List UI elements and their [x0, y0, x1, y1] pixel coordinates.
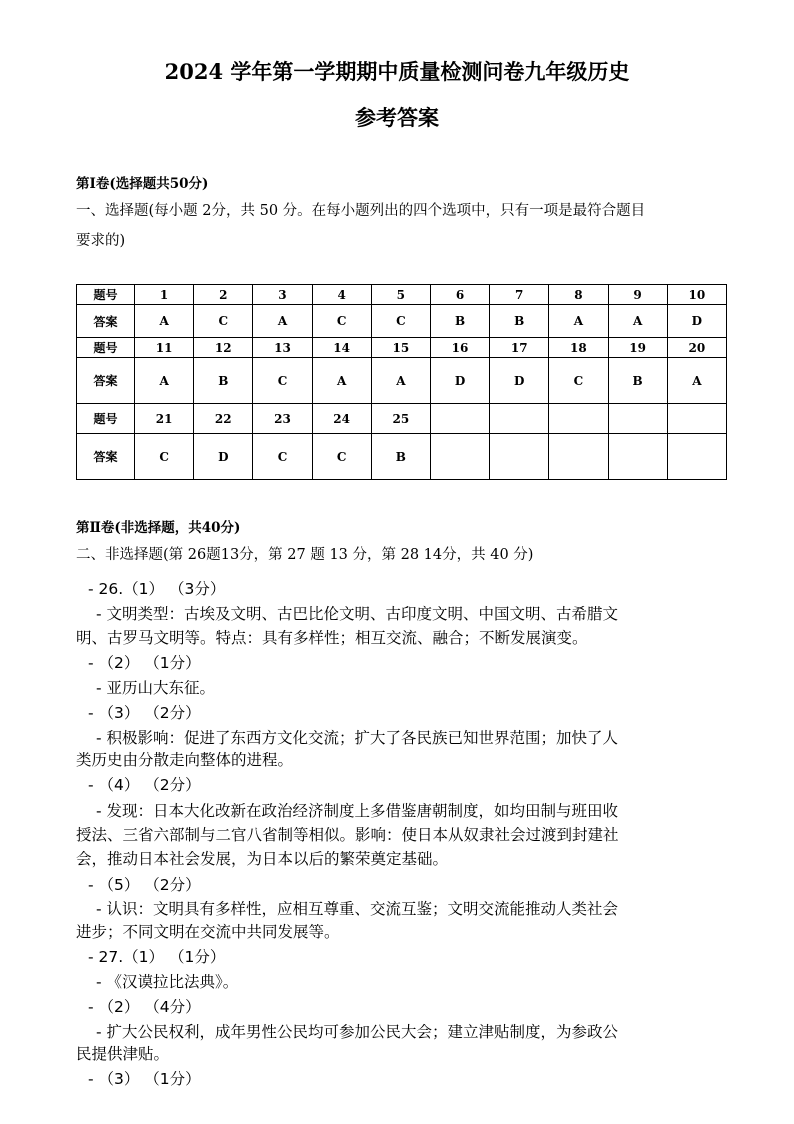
answer-table	[76, 284, 727, 480]
answer-cell: A	[312, 358, 371, 404]
question-number-cell: 14	[312, 338, 371, 358]
question-number-cell: 23	[253, 404, 312, 434]
answer-cell: A	[549, 305, 608, 338]
answer-line: 进步；不同文明在交流中共同发展等。	[76, 923, 340, 941]
question-number-cell: 5	[371, 285, 430, 305]
answer-cell: C	[253, 358, 312, 404]
answer-cell: B	[608, 358, 667, 404]
question-number-cell: 13	[253, 338, 312, 358]
question-number-cell: 8	[549, 285, 608, 305]
answer-line: - 文明类型：古埃及文明、古巴比伦文明、古印度文明、中国文明、古希腊文	[96, 605, 619, 623]
question-number-cell: 9	[608, 285, 667, 305]
answer-cell	[490, 434, 549, 480]
answer-cell	[608, 434, 667, 480]
answer-line: - 27.（1） （1分）	[88, 948, 226, 966]
page-title: 2024 学年第一学期期中质量检测问卷九年级历史	[164, 59, 630, 84]
answer-cell: D	[194, 434, 253, 480]
part2-instructions: 二、非选择题(第 26题13分，第 27 题 13 分，第 28 14分，共 40 分)	[76, 547, 534, 563]
question-number-cell: 10	[667, 285, 726, 305]
answer-cell: D	[490, 358, 549, 404]
answer-cell: D	[667, 305, 726, 338]
answer-line: - （2） （1分）	[88, 654, 201, 672]
question-number-cell	[549, 404, 608, 434]
question-number-cell: 22	[194, 404, 253, 434]
answer-line: - 26.（1） （3分）	[88, 580, 226, 598]
question-number-cell: 2	[194, 285, 253, 305]
answer-line: 民提供津贴。	[76, 1045, 170, 1063]
answer-line: - （3） （1分）	[88, 1070, 201, 1088]
answer-line: - 扩大公民权利，成年男性公民均可参加公民大会；建立津贴制度，为参政公	[96, 1023, 619, 1041]
question-number-cell: 3	[253, 285, 312, 305]
answer-cell: C	[194, 305, 253, 338]
question-number-cell	[490, 404, 549, 434]
question-number-cell: 6	[430, 285, 489, 305]
question-number-cell: 19	[608, 338, 667, 358]
answer-line: 类历史由分散走向整体的进程。	[76, 751, 294, 769]
question-number-cell: 1	[135, 285, 194, 305]
answer-cell: A	[135, 358, 194, 404]
answer-cell	[549, 434, 608, 480]
question-number-cell: 15	[371, 338, 430, 358]
part1-instructions-line2: 要求的)	[76, 233, 126, 249]
question-number-cell: 21	[135, 404, 194, 434]
question-number-row	[77, 404, 727, 434]
answer-line: 会，推动日本社会发展，为日本以后的繁荣奠定基础。	[76, 850, 449, 868]
question-number-label: 题号	[77, 338, 135, 358]
question-number-cell: 24	[312, 404, 371, 434]
answer-line: 授法、三省六部制与二官八省制等相似。影响：使日本从奴隶社会过渡到封建社	[76, 826, 619, 844]
answer-cell: B	[490, 305, 549, 338]
answer-line: - 认识：文明具有多样性，应相互尊重、交流互鉴；文明交流能推动人类社会	[96, 900, 619, 918]
answer-cell: B	[371, 434, 430, 480]
answer-line: - 《汉谟拉比法典》。	[96, 973, 239, 991]
answer-label: 答案	[77, 305, 135, 338]
question-number-cell: 20	[667, 338, 726, 358]
answer-cell	[667, 434, 726, 480]
answer-line: - （2） （4分）	[88, 998, 201, 1016]
answer-line: - （5） （2分）	[88, 876, 201, 894]
question-number-cell: 7	[490, 285, 549, 305]
question-number-cell: 18	[549, 338, 608, 358]
answer-cell: D	[430, 358, 489, 404]
question-number-cell	[430, 404, 489, 434]
question-number-cell	[608, 404, 667, 434]
question-number-cell: 17	[490, 338, 549, 358]
answer-label: 答案	[77, 434, 135, 480]
answer-cell: B	[194, 358, 253, 404]
answer-label: 答案	[77, 358, 135, 404]
answer-cell: A	[667, 358, 726, 404]
answer-line: 明、古罗马文明等。特点：具有多样性；相互交流、融合；不断发展演变。	[76, 629, 588, 647]
page-subtitle: 参考答案	[355, 105, 439, 130]
answer-line: - （4） （2分）	[88, 776, 201, 794]
part1-instructions-line1: 一、选择题(每小题 2分，共 50 分。在每小题列出的四个选项中，只有一项是最符合题目	[76, 203, 646, 219]
question-number-cell: 12	[194, 338, 253, 358]
part2-heading: 第Ⅱ卷(非选择题，共40分)	[76, 520, 241, 536]
answer-row	[77, 434, 727, 480]
question-number-row	[77, 338, 727, 358]
question-number-label: 题号	[77, 285, 135, 305]
answer-line: - 亚历山大东征。	[96, 679, 216, 697]
question-number-label: 题号	[77, 404, 135, 434]
answer-line: - 积极影响：促进了东西方文化交流；扩大了各民族已知世界范围；加快了人	[96, 729, 619, 747]
question-number-cell: 4	[312, 285, 371, 305]
question-number-cell: 25	[371, 404, 430, 434]
answer-line: - （3） （2分）	[88, 704, 201, 722]
answer-cell: C	[371, 305, 430, 338]
question-number-cell: 16	[430, 338, 489, 358]
answer-cell	[430, 434, 489, 480]
answer-cell: B	[430, 305, 489, 338]
answer-row	[77, 305, 727, 338]
answer-cell: C	[312, 434, 371, 480]
answer-cell: A	[253, 305, 312, 338]
question-number-cell	[667, 404, 726, 434]
answer-row	[77, 358, 727, 404]
answer-cell: C	[135, 434, 194, 480]
answer-line: - 发现：日本大化改新在政治经济制度上多借鉴唐朝制度，如均田制与班田收	[96, 802, 619, 820]
question-number-cell: 11	[135, 338, 194, 358]
answer-cell: A	[608, 305, 667, 338]
question-number-row	[77, 285, 727, 305]
answer-cell: C	[312, 305, 371, 338]
answer-cell: C	[253, 434, 312, 480]
answer-cell: C	[549, 358, 608, 404]
part1-heading: 第Ⅰ卷(选择题共50分)	[76, 176, 209, 192]
answer-cell: A	[371, 358, 430, 404]
answer-cell: A	[135, 305, 194, 338]
